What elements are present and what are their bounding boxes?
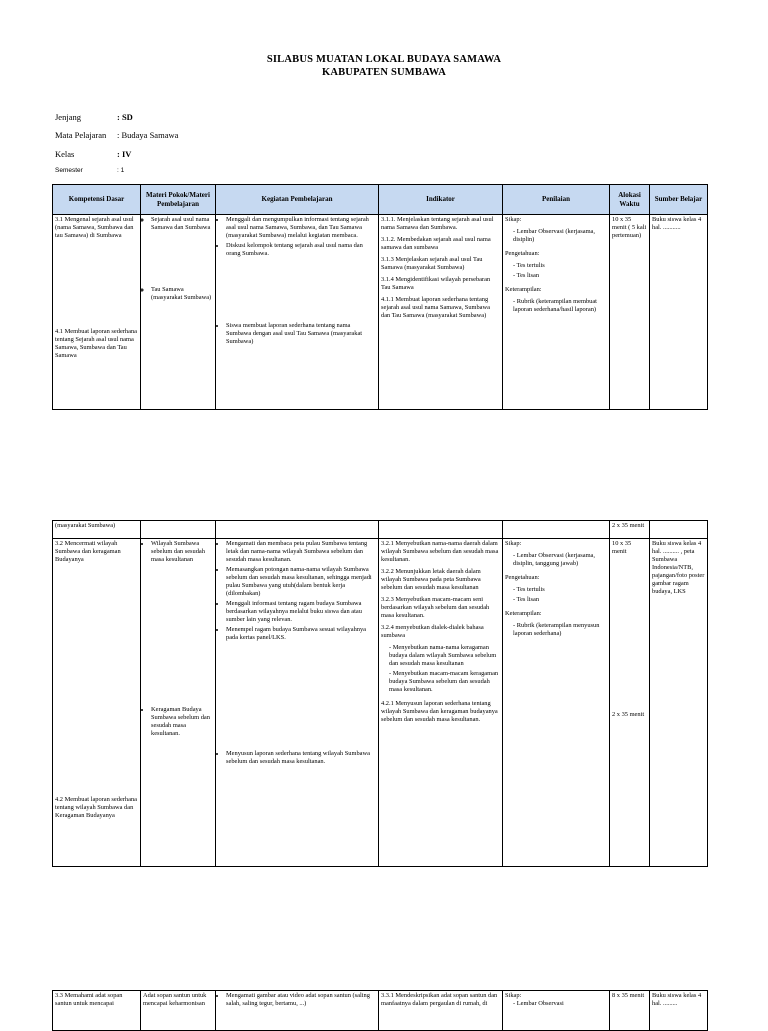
kegiatan-item: • Menyusun laporan sederhana tentang wilayah Sumbawa sebelum dan sesudah masa kesultanan. (226, 750, 376, 766)
kegiatan-cell (216, 521, 379, 539)
alokasi-cell (610, 539, 650, 867)
header-materi: Materi Pokok/Materi Pembelajaran (141, 185, 216, 215)
penilaian-item: - Tes lisan (513, 272, 607, 280)
kompetensi-cell (53, 539, 141, 867)
materi-item: • Wilayah Sumbawa sebelum dan sesudah masa kesultanan (151, 540, 213, 564)
indikator-item: 3.1.1. Menjelaskan tentang sejarah asal usul nama Samawa dan Sumbawa. (381, 216, 494, 231)
alokasi-cell: 2 x 35 menit (610, 521, 650, 539)
kegiatan-item: • Menggali informasi tentang ragam budaya Sumbawa berdasarkan wilayahnya melalui buku siswa dan atau sumber lain yang relevan. (226, 600, 376, 624)
penilaian-item: - Rubrik (keterampilan menyusun laporan sederhana) (513, 622, 607, 638)
meta-jenjang (55, 112, 133, 122)
indikator-item: 3.2.1 Menyebutkan nama-nama daerah dalam wilayah Sumbawa sebelum dan sesudah masa kesultanan. (381, 540, 499, 563)
header-sumber: Sumber Belajar (650, 185, 708, 215)
penilaian-cell (503, 521, 610, 539)
syllabus-table-1 (52, 184, 708, 410)
kompetensi-cell: 3.3 Memahami adat sopan santun untuk mencapai (53, 991, 141, 1031)
table-row (53, 521, 708, 539)
kegiatan-cell (216, 215, 379, 410)
meta-semester (55, 167, 124, 174)
indikator-item: 3.2.2 Menunjukkan letak daerah dalam wilayah Sumbawa pada peta Sumbawa sebelum dan sesudah masa kesultanan (381, 568, 481, 591)
kd-4-2: 4.2 Membuat laporan sederhana tentang wilayah Sumbawa dan Keragaman Budayanya (55, 796, 137, 819)
header-indikator: Indikator (379, 185, 503, 215)
kompetensi-cell: (masyarakat Sumbawa) (53, 521, 141, 539)
kegiatan-item: • Mengamati dan membaca peta pulau Sumbawa tentang letak dan nama-nama wilayah Sumbawa sebelum dan sesudah masa kesultanan. (226, 540, 376, 564)
penilaian-item: - Lembar Observasi (kerjasama, disiplin) (513, 228, 607, 244)
header-alokasi: Alokasi Waktu (610, 185, 650, 215)
indikator-item: 3.2.4 menyebutkan dialek-dialek bahasa sumbawa (381, 624, 484, 639)
materi-item: • Keragaman Budaya Sumbawa sebelum dan sesudah masa kesultanan. (151, 706, 213, 738)
indikator-item: 3.1.3 Menjelaskan sejarah asal usul Tau Samawa (masyarakat Sumbawa) (381, 256, 483, 271)
penilaian-sikap-label: Sikap: (505, 216, 522, 223)
penilaian-item: - Tes lisan (513, 596, 607, 604)
kegiatan-cell (216, 539, 379, 867)
penilaian-pengetahuan-label: Pengetahuan: (505, 250, 540, 257)
indikator-item: 3.1.4 Mengidentifikasi wilayah persebaran Tau Samawa (381, 276, 491, 291)
sumber-cell: Buku siswa kelas 4 hal. ........... (650, 215, 708, 410)
alokasi-value: 10 x 35 menit (612, 540, 632, 555)
title-line-2: KABUPATEN SUMBAWA (321, 67, 447, 78)
penilaian-item: - Lembar Observasi (kerjasama, disiplin, tanggung jawab) (513, 552, 607, 568)
materi-item: ◦ Sejarah asal usul nama Samawa dan Sumbawa (151, 216, 213, 232)
sumber-cell: Buku siswa kelas 4 hal. .......... , peta Sumbawa Indonesia/NTB, pajangan/foto poster gambar ragam budaya, LKS (650, 539, 708, 867)
indikator-item: 3.2.3 Menyebutkan macam-macam seni berdasarkan wilayah sebelum dan sesudah masa kesultanan. (381, 596, 490, 619)
kegiatan-item: • Mengamati gambar atau video adat sopan santun (saling salah, saling tegur, bertamu, ...) (226, 992, 376, 1008)
penilaian-pengetahuan-label: Pengetahuan: (505, 574, 540, 581)
materi-cell (141, 521, 216, 539)
indikator-item: 4.2.1 Menyusun laporan sederhana tentang wilayah Sumbawa dan keragaman budayanya sebelum dan sesudah masa kesultanan. (381, 700, 498, 723)
penilaian-cell (503, 215, 610, 410)
materi-cell (141, 215, 216, 410)
meta-mapel (55, 130, 178, 140)
alokasi-value: 2 x 35 menit (612, 711, 645, 718)
sumber-cell (650, 521, 708, 539)
materi-item: ◦ Tau Samawa (masyarakat Sumbawa) (151, 286, 213, 302)
penilaian-sikap-label: Sikap: (505, 540, 522, 547)
table-row (53, 215, 708, 410)
kelas-label: Kelas (55, 149, 75, 159)
indikator-cell (379, 521, 503, 539)
penilaian-item: - Tes tertulis (513, 262, 607, 270)
penilaian-keterampilan-label: Keterampilan: (505, 610, 542, 617)
kegiatan-item: • Menggali dan mengumpulkan informasi tentang sejarah asal usul nama Samawa, Sumbawa, dan Tau Samawa (masyarakat Sumbawa) melalui kegiatan membaca. (226, 216, 376, 240)
kegiatan-item: • Siswa membuat laporan sederhana tentang nama Sumbawa dengan asal usul Tau Samawa (masyarakat Sumbawa) (226, 322, 376, 346)
jenjang-label: Jenjang (55, 112, 81, 122)
kd-3-2: 3.2 Mencermati wilayah Sumbawa dan keragaman Budayanya (55, 540, 121, 563)
indikator-cell: 3.3.1 Mendeskripsikan adat sopan santun dan manfaatnya dalam pergaulan di rumah, di (379, 991, 503, 1031)
header-penilaian: Penilaian (503, 185, 610, 215)
table-row (53, 539, 708, 867)
table-header-row (53, 185, 708, 215)
indikator-item: 4.1.1 Membuat laporan sederhana tentang sejarah asal usul nama Samawa, Sumbawa dan Tau Samawa (masyarakat Sumbawa) (381, 296, 490, 319)
meta-kelas (55, 149, 131, 159)
kegiatan-item: • Diskusi kelompok tentang sejarah asal usul nama dan orang Sumbawa. (226, 242, 376, 258)
kegiatan-item: • Menempel ragam budaya Sumbawa sesuai wilayahnya pada kertas panel/LKS. (226, 626, 376, 642)
header-kompetensi: Kompetensi Dasar (53, 185, 141, 215)
indikator-item: - Menyebutkan nama-nama keragaman budaya dalam wilayah Sumbawa sebelum dan sesudah masa kesultanan (389, 644, 500, 668)
penilaian-cell (503, 991, 610, 1031)
indikator-item: - Menyebutkan macam-macam keragaman budaya Sumbawa sebelum dan sesudah masa kesultanan. (389, 670, 500, 694)
mapel-label: Mata Pelajaran (55, 130, 107, 140)
syllabus-table-2 (52, 520, 708, 867)
jenjang-value: : SD (117, 112, 133, 122)
indikator-cell (379, 215, 503, 410)
kompetensi-cell (53, 215, 141, 410)
penilaian-item: - Rubrik (keterampilan membuat laporan sederhana/hasil laporan) (513, 298, 607, 314)
syllabus-table-3 (52, 990, 708, 1031)
materi-cell (141, 539, 216, 867)
title-line-1: SILABUS MUATAN LOKAL BUDAYA SAMAWA (266, 54, 502, 65)
kd-4-1: 4.1 Membuat laporan sederhana tentang Sejarah asal usul nama Samawa, Sumbawa dan Tau Samawa (55, 328, 137, 359)
sumber-cell: Buku siswa kelas 4 hal. ......... (650, 991, 708, 1031)
penilaian-keterampilan-label: Keterampilan: (505, 286, 542, 293)
semester-value: : 1 (117, 167, 125, 174)
indikator-cell (379, 539, 503, 867)
penilaian-cell (503, 539, 610, 867)
indikator-item: 3.1.2. Membedakan sejarah asal usul nama samawa dan sumbawa (381, 236, 491, 251)
alokasi-cell: 8 x 35 menit (610, 991, 650, 1031)
header-kegiatan: Kegiatan Pembelajaran (216, 185, 379, 215)
kelas-value: : IV (117, 149, 132, 159)
kd-3-1: 3.1 Mengenal sejarah asal usul (nama Samawa, Sumbawa dan tau Samawa) di Sumbawa (55, 216, 134, 239)
kegiatan-item: • Memasangkan potongan nama-nama wilayah Sumbawa sebelum dan sesudah masa kesultanan, sehingga menjadi pulau Sumbawa yang utuh(dalam bentuk kerja (dilombakan) (226, 566, 376, 598)
materi-cell: Adat sopan santun untuk mencapai keharmonisan (141, 991, 216, 1031)
penilaian-sikap-label: Sikap: (505, 992, 522, 999)
table-row (53, 991, 708, 1031)
semester-label: Semester (55, 167, 83, 174)
mapel-value: : Budaya Samawa (117, 130, 179, 140)
penilaian-item: - Lembar Observasi (513, 1000, 607, 1008)
penilaian-item: - Tes tertulis (513, 586, 607, 594)
kegiatan-cell (216, 991, 379, 1031)
alokasi-cell: 10 x 35 menit ( 5 kali pertemuan) (610, 215, 650, 410)
